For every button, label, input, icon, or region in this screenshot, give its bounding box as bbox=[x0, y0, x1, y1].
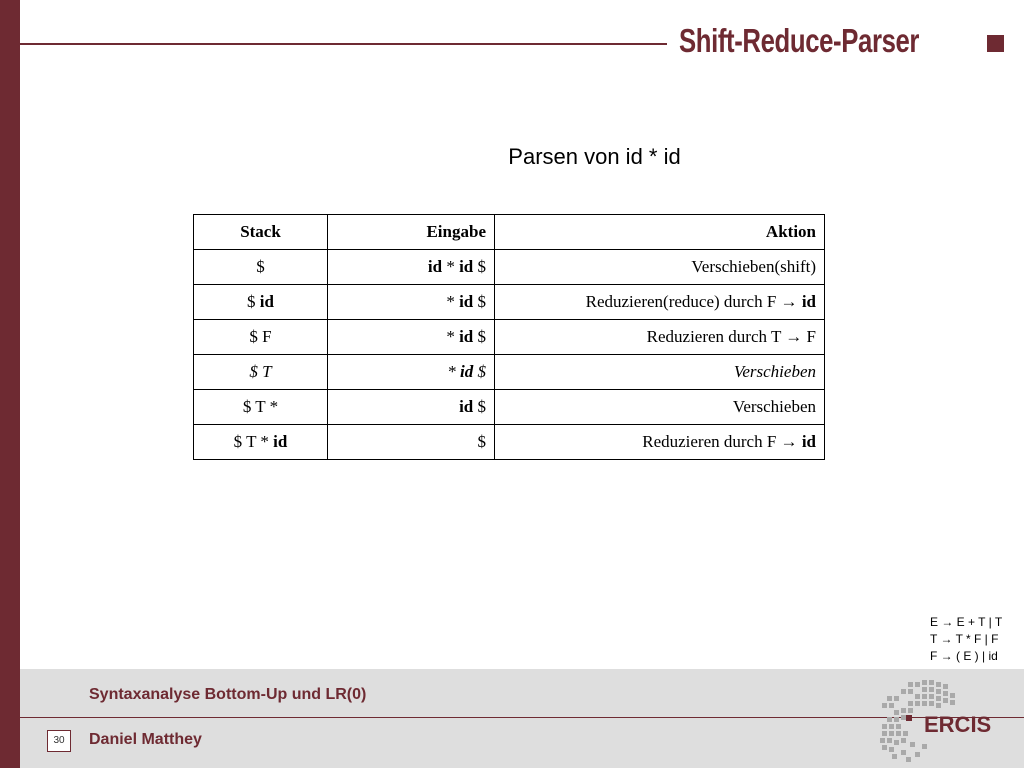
stack-cell: $ bbox=[194, 250, 328, 285]
table-row bbox=[194, 320, 825, 355]
header-input: Eingabe bbox=[328, 215, 495, 250]
footer-title: Syntaxanalyse Bottom-Up und LR(0) bbox=[89, 686, 367, 703]
grammar-box bbox=[930, 614, 1002, 665]
table-row bbox=[194, 425, 825, 460]
input-cell: id $ bbox=[328, 390, 495, 425]
action-cell: Verschieben bbox=[495, 390, 825, 425]
footer-rule bbox=[20, 717, 1024, 718]
slide-subtitle: Parsen von id * id bbox=[508, 144, 681, 169]
action-cell: Reduzieren durch F → id bbox=[495, 425, 825, 460]
ercis-logo-text: ERCIS bbox=[924, 712, 992, 737]
title-rule bbox=[20, 43, 667, 45]
footer-band bbox=[20, 669, 1024, 768]
stack-cell: $ id bbox=[194, 285, 328, 320]
grammar-rule: T → T * F | F bbox=[930, 632, 999, 646]
stack-cell: $ T * id bbox=[194, 425, 328, 460]
parse-table bbox=[193, 214, 825, 460]
page-number: 30 bbox=[47, 730, 71, 752]
input-cell: * id $ bbox=[328, 320, 495, 355]
input-cell: id * id $ bbox=[328, 250, 495, 285]
header-stack: Stack bbox=[194, 215, 328, 250]
input-cell: * id $ bbox=[328, 285, 495, 320]
stack-cell: $ F bbox=[194, 320, 328, 355]
grammar-rule: F → ( E ) | id bbox=[930, 649, 998, 663]
stack-cell: $ T bbox=[194, 355, 328, 390]
table-row bbox=[194, 355, 825, 390]
table-row bbox=[194, 390, 825, 425]
table-row bbox=[194, 250, 825, 285]
action-cell: Verschieben bbox=[495, 355, 825, 390]
footer-author: Daniel Matthey bbox=[89, 731, 202, 748]
left-accent-bar bbox=[0, 0, 20, 768]
input-cell: * id $ bbox=[328, 355, 495, 390]
action-cell: Verschieben(shift) bbox=[495, 250, 825, 285]
stack-cell: $ T * bbox=[194, 390, 328, 425]
header-action: Aktion bbox=[495, 215, 825, 250]
action-cell: Reduzieren(reduce) durch F → id bbox=[495, 285, 825, 320]
slide-title: Shift-Reduce-Parser bbox=[679, 22, 920, 59]
action-cell: Reduzieren durch T → F bbox=[495, 320, 825, 355]
title-square-icon bbox=[987, 35, 1004, 52]
grammar-rule: E → E + T | T bbox=[930, 615, 1003, 629]
table-row bbox=[194, 285, 825, 320]
input-cell: $ bbox=[328, 425, 495, 460]
table-header-row bbox=[194, 215, 825, 250]
